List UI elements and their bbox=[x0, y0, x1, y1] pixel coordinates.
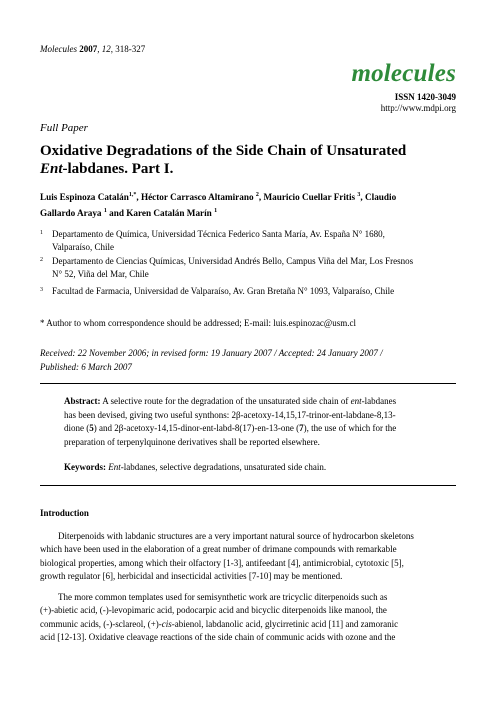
author-4: , Claudio bbox=[360, 192, 397, 203]
affiliation-2-num: 2 bbox=[40, 257, 43, 263]
affiliation-2-line-1: Departamento de Ciencias Químicas, Universidad Andrés Bello, Campus Viña del Mar, Los Fresnos bbox=[52, 256, 414, 266]
affiliation-3 bbox=[40, 285, 460, 298]
compound-5: 5 bbox=[89, 423, 94, 433]
author-1-sup: 1,* bbox=[128, 192, 137, 198]
author-3-sup: 3 bbox=[357, 192, 361, 198]
citation-line: Molecules 2007, 12, 318-327 bbox=[40, 44, 146, 54]
citation-year: 2007 bbox=[79, 44, 98, 54]
author-2-sup: 2 bbox=[255, 192, 259, 198]
affiliation-2 bbox=[40, 255, 460, 280]
section-heading-introduction: Introduction bbox=[40, 508, 89, 518]
keywords: Keywords: Ent-labdanes, selective degradations, unsaturated side chain. bbox=[64, 462, 327, 472]
intro-paragraph-1: Diterpenoids with labdanic structures are a very important natural source of hydrocarbon skeletons which have been used in the elaboration of a great number of drimane compounds with remarkable biological properties, among which their olfactory [1-3], antifeedant [4], antimicrobial, cytotoxic [5], growth regulator [6], herbicidal and insecticidal activities [7-10] may be mentioned. bbox=[40, 531, 414, 582]
author-1: Luis Espinoza Catalán bbox=[40, 192, 129, 203]
dates-line-2: Published: 6 March 2007 bbox=[40, 362, 132, 372]
issn: ISSN 1420-3049 bbox=[394, 92, 456, 102]
publication-dates bbox=[40, 346, 460, 374]
abstract-label: Abstract: bbox=[64, 396, 101, 406]
citation-volume: 12 bbox=[101, 44, 111, 54]
dates-line-1: Received: 22 November 2006; in revised form: 19 January 2007 / Accepted: 24 January 2007 / bbox=[40, 348, 383, 358]
article-type: Full Paper bbox=[40, 122, 88, 134]
affiliation-1-line-1: Departamento de Química, Universidad Técnica Federico Santa María, Av. España N° 1680, bbox=[52, 229, 385, 239]
author-4-sup: 1 bbox=[103, 208, 107, 215]
correspondence-note: * Author to whom correspondence should be addressed; E-mail: luis.espinozac@usm.cl bbox=[40, 318, 356, 328]
author-3: , Mauricio Cuellar Fritis bbox=[258, 192, 356, 203]
affiliation-1-num: 1 bbox=[40, 230, 43, 236]
journal-logo: molecules bbox=[351, 60, 456, 87]
citation-pages: , 318-327 bbox=[110, 44, 146, 54]
keywords-label: Keywords: bbox=[64, 462, 106, 472]
affiliation-3-num: 3 bbox=[40, 287, 43, 293]
title-line-2-rest: -labdanes. Part I. bbox=[62, 161, 174, 177]
title-ent: Ent bbox=[40, 161, 63, 177]
author-5: and Karen Catalán Marín bbox=[106, 208, 212, 219]
author-list bbox=[40, 188, 460, 220]
abstract: Abstract: A selective route for the degradation of the unsaturated side chain of ent-labdanes has been devised, giving two useful synthons: 2β-acetoxy-14,15,17-trinor-ent-labdane-8,13- dione (5) and 2β-acetoxy-14,15-dinor-ent-labd-8(17)-en-13-one (7), the use of which for the preparation of terpenylquinone derivatives shall be reported elsewhere. bbox=[64, 396, 397, 447]
article-title bbox=[40, 142, 460, 178]
divider-bottom bbox=[40, 485, 456, 486]
intro-paragraph-2: The more common templates used for semisynthetic work are tricyclic diterpenoids such as (+)-abietic acid, (-)-levopimaric acid, podocarpic acid and bicyclic diterpenoids like manool, the communic acids, (-)-sclareol, (+)-cis-abienol, labdanolic acid, glycirretinic acid [11] and zamoranic acid [12-13]. Oxidative cleavage reactions of the side chain of communic acids with ozone and the bbox=[40, 592, 399, 643]
title-line-2 bbox=[40, 160, 460, 178]
affiliation-1-line-2: Valparaíso, Chile bbox=[52, 241, 114, 252]
affiliation-3-line-1: Facultad de Farmacia, Universidad de Valparaíso, Av. Gran Bretaña N° 1093, Valparaíso, Chile bbox=[52, 286, 395, 296]
affiliation-2-line-2: N° 52, Viña del Mar, Chile bbox=[52, 268, 149, 279]
citation-journal: Molecules bbox=[40, 44, 77, 54]
author-5-sup: 1 bbox=[214, 208, 218, 215]
title-line-1: Oxidative Degradations of the Side Chain of Unsaturated bbox=[40, 143, 407, 159]
affiliation-1 bbox=[40, 228, 460, 253]
compound-7: 7 bbox=[299, 423, 304, 433]
journal-url[interactable]: http://www.mdpi.org bbox=[380, 103, 456, 113]
author-4b: Gallardo Araya bbox=[40, 208, 102, 219]
author-2: , Héctor Carrasco Altamirano bbox=[136, 192, 254, 203]
divider-top bbox=[40, 383, 456, 384]
